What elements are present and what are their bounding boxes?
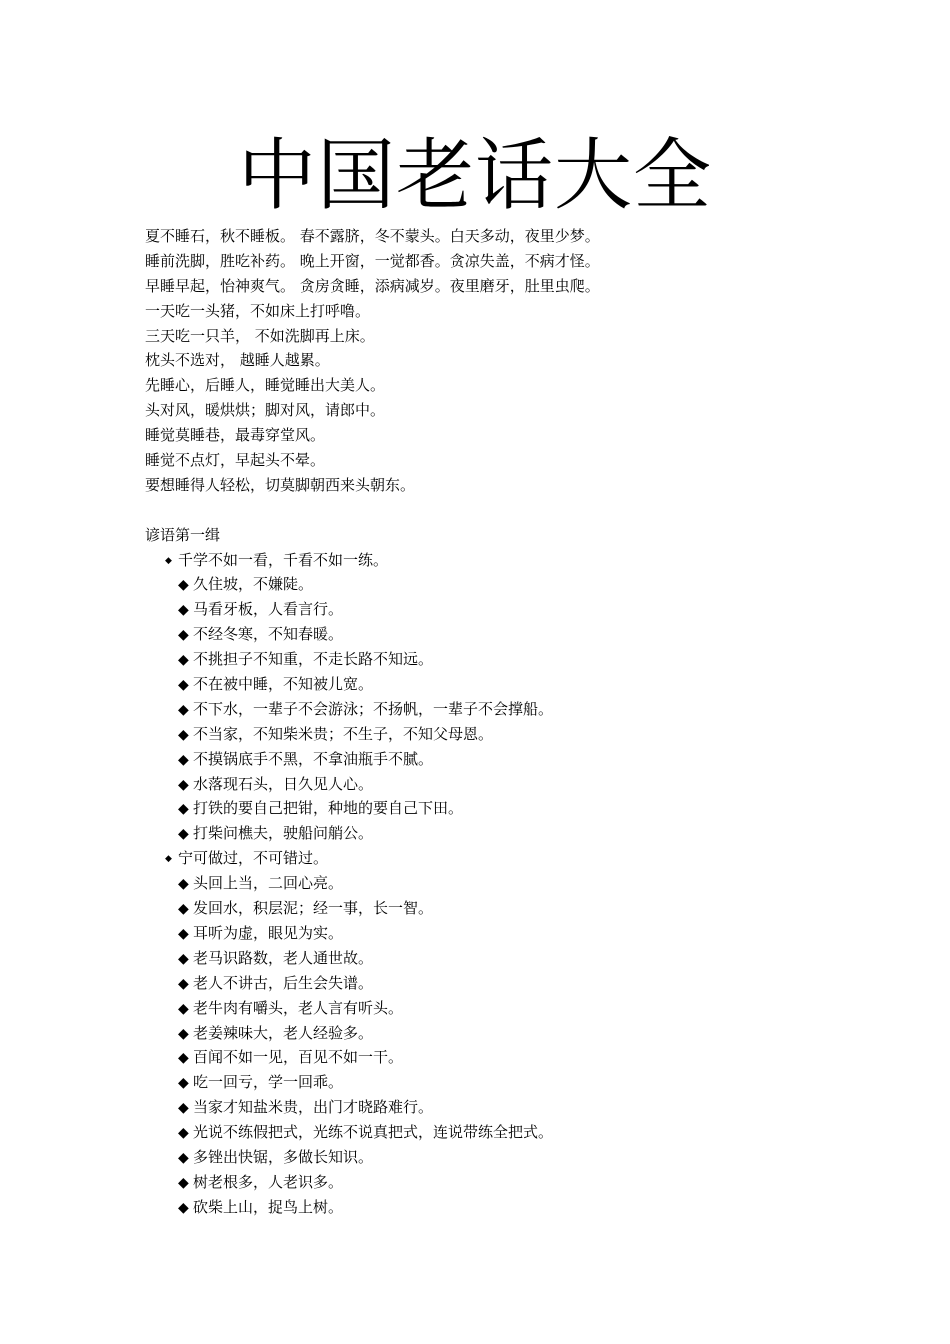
diamond-bullet-icon: ◆ (178, 1174, 189, 1191)
diamond-bullet-icon: ◆ (178, 776, 189, 793)
diamond-bullet-icon: ◆ (165, 555, 172, 566)
diamond-bullet-icon: ◆ (178, 1149, 189, 1166)
blank-line (145, 498, 845, 523)
proverb-item-text: 打铁的要自己把钳，种地的要自己下田。 (193, 799, 464, 818)
intro-line: 要想睡得人轻松，切莫脚朝西来头朝东。 (145, 475, 416, 494)
diamond-bullet-icon: ◆ (178, 1075, 189, 1092)
proverb-item-text: 吃一回亏，学一回乖。 (193, 1073, 344, 1092)
proverb-item-text: 不挑担子不知重，不走长路不知远。 (193, 650, 434, 669)
proverb-item (145, 1021, 845, 1046)
diamond-bullet-icon: ◆ (178, 1100, 189, 1117)
diamond-bullet-icon: ◆ (178, 1199, 189, 1216)
intro-line: 夏不睡石，秋不睡板。 春不露脐，冬不蒙头。白天多动，夜里少梦。 (145, 227, 600, 245)
diamond-bullet-icon: ◆ (165, 854, 172, 865)
diamond-bullet-icon: ◆ (178, 1125, 189, 1142)
diamond-bullet-icon: ◆ (178, 1000, 189, 1017)
proverb-item (145, 796, 845, 821)
proverb-item (145, 971, 845, 996)
proverb-item (145, 622, 845, 647)
proverb-group-heading (145, 548, 845, 573)
proverb-item-text: 老牛肉有嚼头，老人言有听头。 (193, 998, 404, 1017)
intro-section (145, 224, 845, 498)
intro-line: 三天吃一只羊， 不如洗脚再上床。 (145, 326, 375, 345)
proverb-item (145, 1145, 845, 1170)
proverb-item-text: 老马识路数，老人通世故。 (193, 948, 374, 967)
diamond-bullet-icon: ◆ (178, 602, 189, 619)
proverb-item-text: 百闻不如一见，百见不如一干。 (193, 1048, 404, 1067)
diamond-bullet-icon: ◆ (178, 876, 189, 893)
proverb-group-heading (145, 846, 845, 871)
proverb-item-text: 水落现石头，日久见人心。 (193, 774, 374, 793)
diamond-bullet-icon: ◆ (178, 975, 189, 992)
proverb-item-text: 老人不讲古，后生会失谱。 (193, 973, 374, 992)
proverb-item (145, 572, 845, 597)
diamond-bullet-icon: ◆ (178, 1025, 189, 1042)
proverb-item (145, 597, 845, 622)
diamond-bullet-icon: ◆ (178, 726, 189, 743)
proverb-item (145, 996, 845, 1021)
proverb-item (145, 946, 845, 971)
proverb-item-text: 光说不练假把式，光练不说真把式，连说带练全把式。 (193, 1123, 554, 1142)
diamond-bullet-icon: ◆ (178, 652, 189, 669)
intro-line: 睡前洗脚，胜吃补药。 晚上开窗，一觉都香。贪凉失盖，不病才怪。 (145, 251, 600, 270)
diamond-bullet-icon: ◆ (178, 627, 189, 644)
proverb-list (145, 548, 845, 1220)
proverb-item (145, 672, 845, 697)
proverb-item (145, 1045, 845, 1070)
intro-line: 枕头不选对， 越睡人越累。 (145, 351, 330, 370)
proverb-item (145, 821, 845, 846)
diamond-bullet-icon: ◆ (178, 826, 189, 843)
proverb-item-text: 不在被中睡，不知被儿宽。 (193, 675, 374, 694)
proverb-item (145, 1170, 845, 1195)
proverb-item (145, 747, 845, 772)
proverb-item-text: 打柴问樵夫，驶船问艄公。 (193, 824, 374, 843)
proverb-item (145, 772, 845, 797)
proverb-group-text: 千学不如一看，千看不如一练。 (178, 550, 389, 569)
intro-line: 先睡心，后睡人，睡觉睡出大美人。 (145, 376, 386, 395)
diamond-bullet-icon: ◆ (178, 701, 189, 718)
diamond-bullet-icon: ◆ (178, 901, 189, 918)
diamond-bullet-icon: ◆ (178, 1050, 189, 1067)
proverb-item-text: 不下水，一辈子不会游泳；不扬帆，一辈子不会撑船。 (193, 699, 554, 718)
proverb-item (145, 697, 845, 722)
proverb-item (145, 647, 845, 672)
diamond-bullet-icon: ◆ (178, 677, 189, 694)
proverb-item-text: 头回上当，二回心亮。 (193, 874, 344, 893)
diamond-bullet-icon: ◆ (178, 925, 189, 942)
proverb-item-text: 多锉出快锯，多做长知识。 (193, 1147, 374, 1166)
intro-line: 睡觉莫睡巷，最毒穿堂风。 (145, 426, 326, 445)
proverb-item (145, 722, 845, 747)
proverb-item-text: 不经冬寒，不知春暖。 (193, 625, 344, 644)
proverb-item (145, 921, 845, 946)
proverb-item-text: 不摸锅底手不黑，不拿油瓶手不腻。 (193, 749, 434, 768)
proverb-item-text: 马看牙板，人看言行。 (193, 600, 344, 619)
proverb-item (145, 871, 845, 896)
proverb-item-text: 发回水，积层泥；经一事，长一智。 (193, 899, 434, 918)
intro-line: 早睡早起，怡神爽气。 贪房贪睡，添病减岁。夜里磨牙，肚里虫爬。 (145, 276, 600, 295)
proverb-item (145, 1120, 845, 1145)
proverb-item (145, 1070, 845, 1095)
proverb-item-text: 当家才知盐米贵，出门才晓路难行。 (193, 1098, 434, 1117)
intro-line: 睡觉不点灯，早起头不晕。 (145, 451, 326, 470)
proverb-item (145, 1095, 845, 1120)
document-body (145, 224, 845, 1220)
intro-line: 头对风，暖烘烘；脚对风，请郎中。 (145, 401, 386, 420)
diamond-bullet-icon: ◆ (178, 751, 189, 768)
proverb-group-text: 宁可做过，不可错过。 (178, 849, 329, 868)
section-title: 谚语第一缉 (145, 525, 221, 544)
proverb-item-text: 耳听为虚，眼见为实。 (193, 923, 344, 942)
diamond-bullet-icon: ◆ (178, 577, 189, 594)
intro-line: 一天吃一头猪，不如床上打呼噜。 (145, 301, 371, 320)
proverb-item-text: 树老根多，人老识多。 (193, 1172, 344, 1191)
proverb-item-text: 久住坡，不嫌陡。 (193, 575, 314, 594)
proverb-item (145, 1195, 845, 1220)
page-title: 中国老话大全 (237, 131, 712, 221)
proverb-item (145, 896, 845, 921)
proverb-item-text: 老姜辣味大，老人经验多。 (193, 1023, 374, 1042)
proverb-item-text: 不当家，不知柴米贵；不生子，不知父母恩。 (193, 724, 494, 743)
proverb-item-text: 砍柴上山，捉鸟上树。 (193, 1197, 344, 1216)
diamond-bullet-icon: ◆ (178, 950, 189, 967)
diamond-bullet-icon: ◆ (178, 801, 189, 818)
